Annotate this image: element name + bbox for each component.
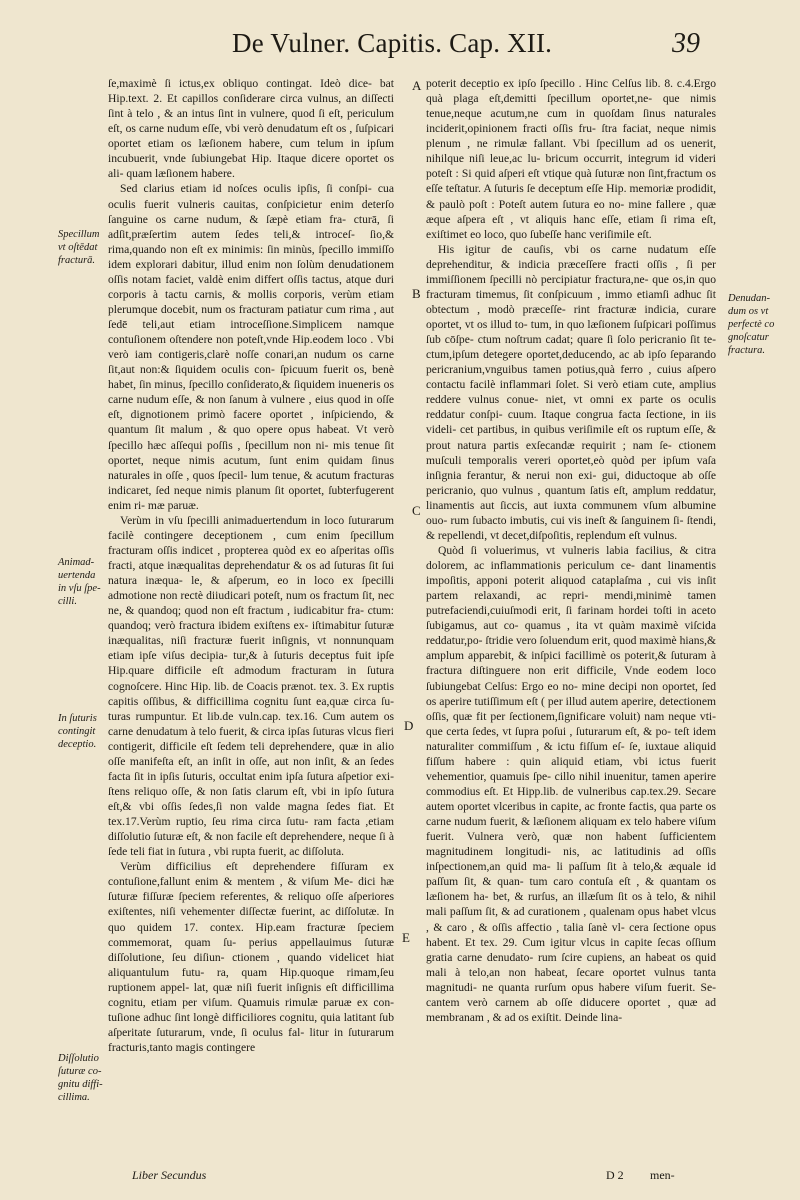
running-title: De Vulner. Capitis. Cap. XII.: [232, 28, 553, 58]
page-number: 39: [672, 28, 700, 59]
margin-note: Diſſolutio ſuturæ co- gnitu diffi- cillima.: [58, 1053, 103, 1103]
paragraph: His igitur de cauſis, vbi os carne nudatum eſſe deprehenditur, & indicia præceſſere fracti oſſis , ſi per immiſſionem ſpecilli nò percipiatur fractura,ne- que os,in quo fracturam timemus, ſit conſpicuum , immo etiamſi adhuc ſit obtectum , modò præceſſe- rint fracturæ indicia, curare oportet, vt os illud to- tum, in quo læſionem ſuſpicari poſſimus ſub cōſpe- ctum noſtrum cadat; quare ſi ſolo pericranio ſit te- ctum,ipſum detegere oportet,deducendo, ac ab ipſo ſeparando pericranium,vnguibus tamen potius,quà ferro , cuius aſpero contactu facilè inflammari ſolet. Si verò etiam cute, amplius reddere vulnus conue- niet, vt omni ex parte os oculis reddatur conſpi- cuum. Itaque congrua facta ſectione, in iis videli- cet partibus, in quibus veriſimile eſt os ruptum eſſe, & prout natura partis exſecandæ requirit ; nam ſe- ctionem muſculi temporalis vereri oportet,eò quòd per ipſum vaſa inſignia ferantur, & nerui non exi- gui, diductoque ab oſſe pericranio, quo vulnus , quantum ſatis eſt, amplum reddatur, linamentis aut ſiccis, aut iuxta communem vſum albumine ouo- rum ſubacto imbutis, cui vis ineſt & ſanguinem ſi- ſtendi, & repellendi, vt decet,diſpoſitis, replendum eſt vulnus.: [426, 242, 716, 542]
page-footer: [0, 1168, 800, 1192]
paragraph: poterit deceptio ex ipſo ſpecillo . Hinc Celſus lib. 8. c.4.Ergo quà plaga eſt,demitti ſpecillum oportet,ne- que nimis tenue,neque acutum,ne cum in quoſdam ſinus naturales inciderit,opinionem fracti oſſis fru- ſtra faciat, neque nimis plenum , ne rimulæ fallant. Vbi ſpecillum ad os uenerit, nihilque niſi leue,ac lu- bricum occurrit, integrum id videri poteſt : Si quid aſperi eſt vtique quà ſuturæ non ſint,fractum os eſſe teſtatur. A ſuturis ſe deceptum eſſe Hip. memoriæ prodidit, & paulò poſt : Poteſt autem ſutura eo no- mine fallere , quæ æque aſpera eſt , vt aliquis hanc eſſe, etiam ſi rima eſt, exiſtimet eo loco, quo ſubeſſe hanc veriſimile eſt.: [426, 77, 716, 241]
catchword: men-: [650, 1168, 675, 1182]
signature-mark: D 2: [606, 1168, 624, 1182]
section-letter: D: [404, 718, 414, 733]
section-letter: A: [412, 78, 422, 93]
margin-note: Animad- uertenda in vſu ſpe- cilli.: [58, 557, 101, 607]
running-header: [0, 28, 800, 72]
margin-note: In ſuturis contingit deceptio.: [58, 713, 97, 750]
right-text-column: [426, 76, 716, 1025]
section-letter: C: [412, 503, 421, 518]
margin-note: Denudan- dum os vt perfectè co gnoſcatur fractura.: [728, 293, 775, 356]
left-text-column: [108, 76, 394, 1055]
paragraph: ſe,maximè ſi ictus,ex obliquo contingat. Ideò dice- bat Hip.text. 2. Et capillos conſiderare circa vulnus, an diſſecti ſint à telo , & an intus ſint in vulnere, quod ſi eſt, periculum eſt, os carne nudum eſſe, vbi verò denudatum eſt os , ſuſpicari oportet etiam os læſionem habere, cum telum in ipſum incubuerit, vnde ſubiungebat Hip. Itaque dicere oportet os ali- quam læſionem habere.: [108, 77, 394, 181]
paragraph: Verùm in vſu ſpecilli animaduertendum in loco ſuturarum facilè contingere deceptionem , cum enim ſpecillum fracturam oſſis indicet , propterea quòd ex eo aſperitas oſſis fracti, atque inæqualitas deprehendatur & os ad ſuturas ſit ſui natura inæqua- le, & aſperum, eo in loco ex ſpecilli admotione non rectè diiudicari poteſt, num os fractum ſit, nec ne, & quandoq; quod non eſt fractum , iudicabitur fra- ctum: quandoq; verò fractura ibidem exiſtens ex- iſtimabitur ſuturæ inæqualitas, niſi fracturæ fuerit inſignis, vt nonnunquam etiam ipſe viſus decipia- tur,& à ſuturis deceptus fuit ipſe Hip.quare difficile eſt admodum fracturam in ſutura cognoſcere. Hinc Hip. lib. de Coacis prænot. tex. 3. Ex ruptis capitis oſſibus, & difficillima cognitu ſunt ea,quæ circa ſu- turas rumpuntur. Et lib.de vuln.cap. tex.16. Cum autem os carne denudatum à telo fuerit, & circa ipſas ſuturas vlcus fieri contigerit, difficile eſt ſedem teli deprehendere, quæ in alio oſſe manifeſta eſt, an inſit in oſſe, aut non inſit, & an ſedes facta ſit in ipſis ſuturis, occultat enim ipſa ſutura aſpetior exi- ſtens reliquo oſſe, & non ſatis clarum eſt, vbi in ipſo ſutura eſt,& vbi oſſis ſedes,ſi non valde magna ſedes fiat. Et tex.17.Verùm ruptio, ſeu rima circa ſutu- ram facta ,etiam diſſolutio ſuturæ eſt, & non facile eſt deprehendere, neque ſi à ſede teli fiat in ſutura , vbi rupta fuerit, ac diſſoluta.: [108, 513, 394, 859]
catchword-running: Liber Secundus: [132, 1168, 207, 1182]
margin-note: Specillum vt oſtēdat fracturā.: [58, 229, 100, 266]
section-letter: E: [402, 930, 410, 945]
paragraph: Quòd ſi voluerimus, vt vulneris labia facilius, & citra dolorem, ac inflammationis periculum ce- dant linamentis impoſitis, apponi poterit aliquod cataplaſma , cui vis inſit partem relaxandi, ac repri- mendi,minimè tamen putrefaciendi,cuiuſmodi erit, ſi farinam hordei toſti in aceto ſubigamus, aut co- quamus , ita vt quàm maximè viſcida reddatur,po- ſtridie vero ſoluendum erit, quod maximè hians,& amplum apparebit, & inſpici facillimè os poterit,& ſuturam à fractura diſtinguere non erit difficile, Vnde eodem loco ſubiungebat Celſus: Ergo eo no- mine decipi non oportet, ſed os aperire tutiſſimum eſt ( per illud autem aperire, detectionem oſſis, quæ fit per ſectionem,ſignificare voluit) nam neque vti- que certa ſedes, vt ſupra poſui , ſuturarum eſt, & po- teſt idem naturaliter commiſſum , & ictu fiſſum eſ- ſe, iuxtaue aliquid fiſſum habere : quin aliquid etiam, vbi ictus fuerit vehementior, quamuis ſpe- cillo nihil inuenitur, tamen aperire commodius eſt. Et Hipp.lib. de vulneribus cap.tex.29. Secare autem oportet vlceribus in capite, ac fronte factis, qua parte os carne nudum fuerit, & læſionem aliquam ex telo habere viſum fuerit. Vulnera verò, quæ non habent ſufficientem magnitudinem longitudi- nis, ac latitudinis ad oſſis inſpectionem,an quid ma- li paſſum ſit à telo,& æquale id paſſum ſit, & quan- tum caro contuſa eſt , & quantam os læſionem ha- bet, & rurſus, an illæſum ſit os à telo, & nihil mali paſſum ſit, & ad curationem , qualenam opus habet vlcus , & caro , & oſſis affectio , talia ſanè vl- cera ſectione opus habent. Et tex. 29. Cum igitur vlcus in capite ſecas oſſium gratia carne denudato- rum ſcire cupiens, an habeat os quid mali à telo,an non habeat, ſecare oportet vulnus tanta magnitudi- ne quanta rurſum opus habere viſum fuerit. Se- cantem verò carnem ab oſſe diducere oportet , quæ ad membranam , & ad os exiſtit. Deinde lina-: [426, 543, 716, 1024]
paragraph: Verùm difficilius eſt deprehendere fiſſuram ex contuſione,fallunt enim & mentem , & viſum Me- dici hæ ſuturæ fiſſuræ ſpeciem referentes, & reliquo oſſe aſperiores exiſtentes, niſi vehementer diſſectæ fuerint, ac diſſolutæ. In quo quidem 17. contex. Hip.eam fracturæ ſpeciem commemorat, quam ſu- perius appellauimus ſuturæ diſſolutione, ſeu diſiun- ctionem , quando videlicet hiat aliquantulum futu- ra, quam Hip.quoque rimam,ſeu ruptionem appel- lat, quæ niſi fuerit inſignis eſt difficillima cognitu, etiam per viſum. Quamuis rimulæ paruæ ex con- tuſione adhuc ſint longè difficiliores cognitu, quia latitant ſub aſperitate ſuturarum, vnde, ſi oculus fal- litur in ſuturarum fracturis,tanto magis contingere: [108, 860, 394, 1054]
paragraph: Sed clarius etiam id noſces oculis ipſis, ſi conſpi- cua oculis fuerit vulneris cauitas, conſpicietur enim deterſo ſanguine os carne nudum, & ſæpè etiam fra- cturā, ſi adſit,præſertim autem ſedes teli,& introceſ- ſio,& rima,quando non eſt ex minimis: ſin minùs, ſpecillo immiſſo idem explorari dabitur, illud enim non ſolùm denudationem oſſis notam faciet, valdè enim differt oſſis tactus, atque duri corporis à tactu carnis, & mollis corporis, verùm etiam plerumque docebit, num os fracturam patiatur cum rima , aut ſedē teli,aut etiam introceſſione.Simplicem namque contuſionem oſtendere non poteſt,vnde Hip.eodem loco . Vbi verò iam contigeris,clarè noſſe conari,an nudum os carne ſit,aut non:& ſiquidem oculis con- ſpicuum fuerit os, benè habet, ſin minus, ſpecillo conſiderato,& ſiquidem inueneris os carne nudum eſſe, & non ſanum à vulnere , eius quod in oſſe eſt, dignotionem primò facere oportet , inſpiciendo, & quantum ſit malum , & quo opere opus habeat. Vt verò ſpecillo hæc aſſequi poſſis , ſpecillum non ni- mis tenue ſit oportet, neque nimis acutum, ſunt enim quidam ſinus naturales in oſſe , quos ſpecil- lum tenue, & acutum fracturas indicaret, ſed neque nimis planum ſit oportet, ſubterfugerent enim ri- mæ paruæ.: [108, 182, 394, 512]
section-letter: B: [412, 286, 421, 301]
